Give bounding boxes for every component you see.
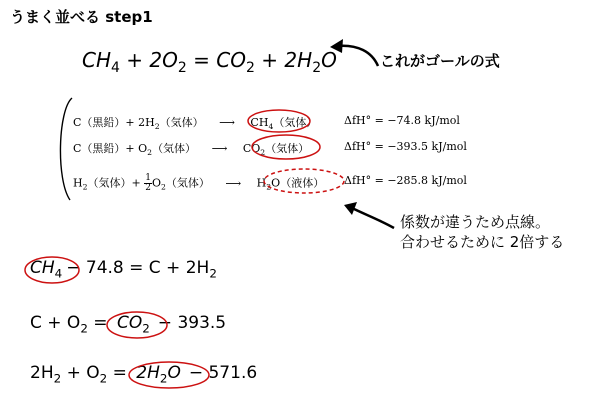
arrow-to-dashed-icon <box>352 208 394 228</box>
goal-label: これがゴールの式 <box>380 52 500 70</box>
derived-equation: $2H_2 + O_2 = 2H_2O - 571.6$ <box>30 363 258 386</box>
derived-equation: $C + O_2 = CO_2 - 393.5$ <box>30 313 227 336</box>
fraction-one-half: $\frac{1}{2}$ <box>145 173 151 193</box>
highlight-ellipse-ch4 <box>248 110 310 132</box>
slide-title: うまく並べる step1 <box>10 8 153 26</box>
reaction-row: C（黒鉛）+ $O_2$（気体） ⟶ $CO_2$（気体） ΔfH° = −393.5 kJ/mol <box>73 140 467 158</box>
highlight-ellipse-2h2o-eq <box>129 362 209 388</box>
note-text: 係数が違うため点線。 合わせるために 2倍する <box>400 213 565 251</box>
highlight-ellipse-co2-eq <box>107 312 167 338</box>
reaction-row: $H_2$（気体）+ $\frac{1}{2}$ $O_2$（気体） ⟶ $H_2O$（液体） ΔfH° = −285.8 kJ/mol <box>73 173 467 193</box>
bracket-icon <box>60 98 72 200</box>
highlight-ellipse-co2 <box>252 135 320 159</box>
highlight-ellipse-ch4-eq <box>25 257 79 283</box>
reaction-row: C（黒鉛）+ $2H_2$（気体） ⟶ $CH_4$（気体） ΔfH° = −74.8 kJ/mol <box>73 114 460 132</box>
derived-equation: $CH_4 - 74.8 = C + 2H_2$ <box>30 258 217 281</box>
arrowhead-icon <box>330 39 343 53</box>
goal-equation: $CH_4 + 2O_2 = CO_2 + 2H_2O$ <box>82 48 337 76</box>
highlight-ellipse-h2o-dashed <box>264 169 344 193</box>
